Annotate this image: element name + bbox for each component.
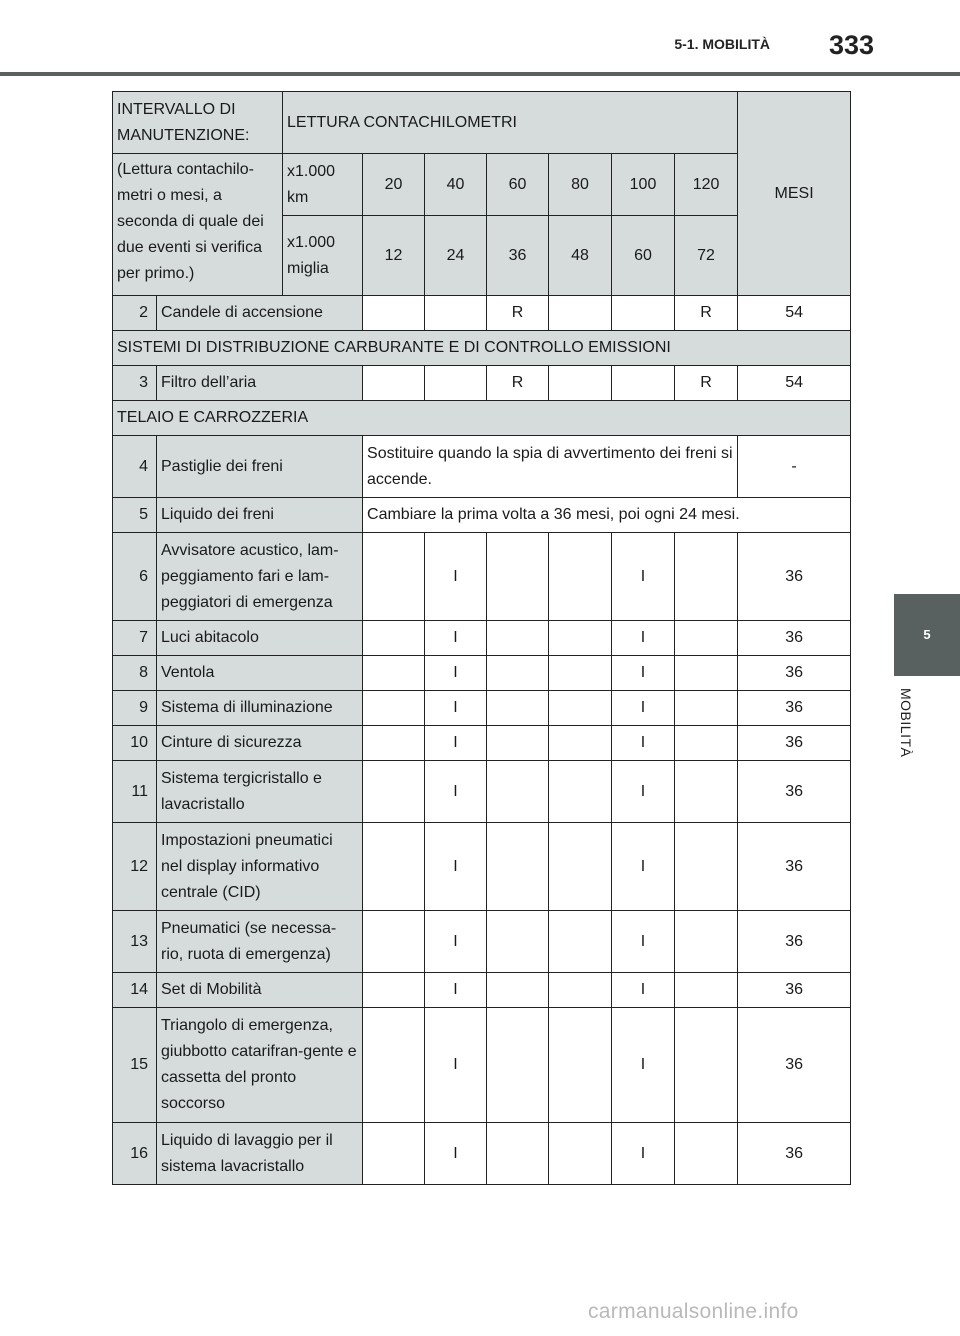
row-note: Sostituire quando la spia di avvertimento dei freni si accende. — [363, 436, 738, 498]
row-cell — [549, 823, 612, 911]
chapter-tab[interactable]: 5 — [894, 594, 960, 676]
row-cell — [363, 691, 425, 726]
row-item: Pastiglie dei freni — [157, 436, 363, 498]
row-cell: I — [425, 1008, 487, 1123]
row-cell — [425, 296, 487, 331]
row-cell — [675, 726, 738, 761]
row-months: - — [738, 436, 851, 498]
row-months: 36 — [738, 761, 851, 823]
row-cell — [363, 366, 425, 401]
row-number: 11 — [113, 761, 157, 823]
row-number: 8 — [113, 656, 157, 691]
row-cell — [487, 1008, 549, 1123]
row-cell — [363, 911, 425, 973]
table-row — [113, 498, 851, 533]
table-row — [113, 761, 851, 823]
row-cell: I — [612, 761, 675, 823]
table-row — [113, 533, 851, 621]
row-cell — [549, 911, 612, 973]
row-number: 14 — [113, 973, 157, 1008]
row-note: Cambiare la prima volta a 36 mesi, poi ogni 24 mesi. — [363, 498, 851, 533]
row-cell — [549, 1123, 612, 1185]
table-row — [113, 296, 851, 331]
row-cell — [487, 1123, 549, 1185]
row-cell — [363, 621, 425, 656]
table-row — [113, 726, 851, 761]
table-row — [113, 366, 851, 401]
row-cell — [425, 366, 487, 401]
row-months: 36 — [738, 911, 851, 973]
km-value: 40 — [425, 154, 487, 216]
row-cell — [487, 656, 549, 691]
km-unit: x1.000 km — [283, 154, 363, 216]
row-number: 2 — [113, 296, 157, 331]
row-number: 7 — [113, 621, 157, 656]
row-cell: I — [425, 691, 487, 726]
row-cell — [363, 1123, 425, 1185]
watermark: carmanualsonline.info — [588, 1300, 799, 1323]
row-cell — [675, 621, 738, 656]
row-months: 54 — [738, 366, 851, 401]
row-cell: R — [675, 296, 738, 331]
row-cell — [675, 1123, 738, 1185]
header-months: MESI — [738, 92, 851, 296]
km-value: 100 — [612, 154, 675, 216]
row-cell: I — [425, 911, 487, 973]
row-cell — [549, 761, 612, 823]
row-item: Luci abitacolo — [157, 621, 363, 656]
row-cell: R — [487, 296, 549, 331]
miles-value: 72 — [675, 216, 738, 296]
row-cell — [487, 691, 549, 726]
row-cell: I — [425, 973, 487, 1008]
km-value: 20 — [363, 154, 425, 216]
section-fuel-emissions: SISTEMI DI DISTRIBUZIONE CARBURANTE E DI CONTROLLO EMISSIONI — [113, 331, 851, 366]
row-cell — [675, 656, 738, 691]
row-cell — [363, 726, 425, 761]
row-cell — [487, 911, 549, 973]
row-months: 36 — [738, 691, 851, 726]
table-body — [113, 92, 851, 533]
km-value: 120 — [675, 154, 738, 216]
row-item: Impostazioni pneumatici nel display informativo centrale (CID) — [157, 823, 363, 911]
row-number: 10 — [113, 726, 157, 761]
row-cell — [487, 533, 549, 621]
row-cell — [549, 726, 612, 761]
row-cell: I — [612, 823, 675, 911]
miles-value: 36 — [487, 216, 549, 296]
table-header-row — [113, 92, 851, 154]
row-cell: I — [612, 1008, 675, 1123]
row-cell: I — [425, 726, 487, 761]
row-cell — [675, 973, 738, 1008]
row-cell: I — [612, 656, 675, 691]
row-item: Sistema di illuminazione — [157, 691, 363, 726]
row-number: 15 — [113, 1008, 157, 1123]
row-cell — [487, 823, 549, 911]
row-cell: I — [425, 656, 487, 691]
row-item: Sistema tergicristallo e lavacristallo — [157, 761, 363, 823]
row-item: Set di Mobilità — [157, 973, 363, 1008]
table-row — [113, 823, 851, 911]
row-cell: I — [425, 621, 487, 656]
row-cell — [549, 1008, 612, 1123]
row-cell: I — [612, 726, 675, 761]
row-item: Triangolo di emergenza, giubbotto catarifran-gente e cassetta del pronto soccorso — [157, 1008, 363, 1123]
row-cell — [549, 973, 612, 1008]
row-cell: R — [675, 366, 738, 401]
miles-value: 12 — [363, 216, 425, 296]
row-cell — [549, 533, 612, 621]
row-cell — [363, 973, 425, 1008]
row-cell: I — [612, 973, 675, 1008]
row-number: 9 — [113, 691, 157, 726]
row-months: 36 — [738, 1123, 851, 1185]
row-cell — [549, 296, 612, 331]
row-cell — [675, 761, 738, 823]
row-item: Cinture di sicurezza — [157, 726, 363, 761]
row-months: 36 — [738, 533, 851, 621]
maintenance-table — [112, 91, 851, 1185]
inspection-rows — [113, 533, 851, 1185]
row-cell — [487, 973, 549, 1008]
chapter-label: MOBILITÀ — [898, 688, 914, 758]
row-cell: R — [487, 366, 549, 401]
row-cell — [675, 533, 738, 621]
row-cell: I — [612, 911, 675, 973]
miles-unit: x1.000 miglia — [283, 216, 363, 296]
row-months: 36 — [738, 621, 851, 656]
row-months: 36 — [738, 973, 851, 1008]
table-row — [113, 436, 851, 498]
row-cell — [363, 1008, 425, 1123]
row-cell — [675, 691, 738, 726]
row-cell — [549, 621, 612, 656]
header-note: (Lettura contachilo-metri o mesi, a seconda di quale dei due eventi si verifica per primo.) — [113, 154, 283, 296]
row-cell: I — [612, 533, 675, 621]
table-row — [113, 691, 851, 726]
row-cell — [549, 656, 612, 691]
row-months: 36 — [738, 823, 851, 911]
header-interval: INTERVALLO DI MANUTENZIONE: — [113, 92, 283, 154]
row-cell: I — [612, 1123, 675, 1185]
row-cell — [549, 691, 612, 726]
row-cell — [612, 366, 675, 401]
row-months: 36 — [738, 726, 851, 761]
miles-value: 48 — [549, 216, 612, 296]
miles-value: 60 — [612, 216, 675, 296]
table-row — [113, 973, 851, 1008]
header-odometer: LETTURA CONTACHILOMETRI — [283, 92, 738, 154]
row-cell — [363, 761, 425, 823]
table-row — [113, 1008, 851, 1123]
row-cell — [487, 621, 549, 656]
row-number: 16 — [113, 1123, 157, 1185]
row-number: 3 — [113, 366, 157, 401]
header-divider — [0, 72, 960, 76]
row-item: Liquido di lavaggio per il sistema lavacristallo — [157, 1123, 363, 1185]
row-item: Pneumatici (se necessa-rio, ruota di emergenza) — [157, 911, 363, 973]
row-number: 4 — [113, 436, 157, 498]
page-number: 333 — [828, 30, 874, 60]
row-cell — [363, 656, 425, 691]
row-item: Filtro dell’aria — [157, 366, 363, 401]
row-item: Ventola — [157, 656, 363, 691]
row-cell — [363, 296, 425, 331]
section-row — [113, 401, 851, 436]
row-cell — [487, 761, 549, 823]
km-value: 80 — [549, 154, 612, 216]
row-cell — [549, 366, 612, 401]
section-chassis-body: TELAIO E CARROZZERIA — [113, 401, 851, 436]
row-cell: I — [612, 691, 675, 726]
row-cell — [675, 1008, 738, 1123]
row-months: 36 — [738, 1008, 851, 1123]
row-cell — [487, 726, 549, 761]
row-cell: I — [425, 533, 487, 621]
table-row — [113, 656, 851, 691]
row-cell: I — [425, 823, 487, 911]
km-value: 60 — [487, 154, 549, 216]
row-cell — [675, 823, 738, 911]
section-row — [113, 331, 851, 366]
row-number: 5 — [113, 498, 157, 533]
section-title: 5-1. MOBILITÀ — [674, 36, 770, 52]
table-row — [113, 621, 851, 656]
row-number: 12 — [113, 823, 157, 911]
miles-value: 24 — [425, 216, 487, 296]
row-item: Liquido dei freni — [157, 498, 363, 533]
row-cell: I — [612, 621, 675, 656]
row-number: 6 — [113, 533, 157, 621]
row-cell — [675, 911, 738, 973]
row-cell — [363, 533, 425, 621]
row-cell: I — [425, 761, 487, 823]
row-cell: I — [425, 1123, 487, 1185]
row-item: Candele di accensione — [157, 296, 363, 331]
row-cell — [612, 296, 675, 331]
table-row — [113, 911, 851, 973]
row-item: Avvisatore acustico, lam-peggiamento fari e lam-peggiatori di emergenza — [157, 533, 363, 621]
row-cell — [363, 823, 425, 911]
row-months: 36 — [738, 656, 851, 691]
table-row — [113, 1123, 851, 1185]
row-number: 13 — [113, 911, 157, 973]
row-months: 54 — [738, 296, 851, 331]
